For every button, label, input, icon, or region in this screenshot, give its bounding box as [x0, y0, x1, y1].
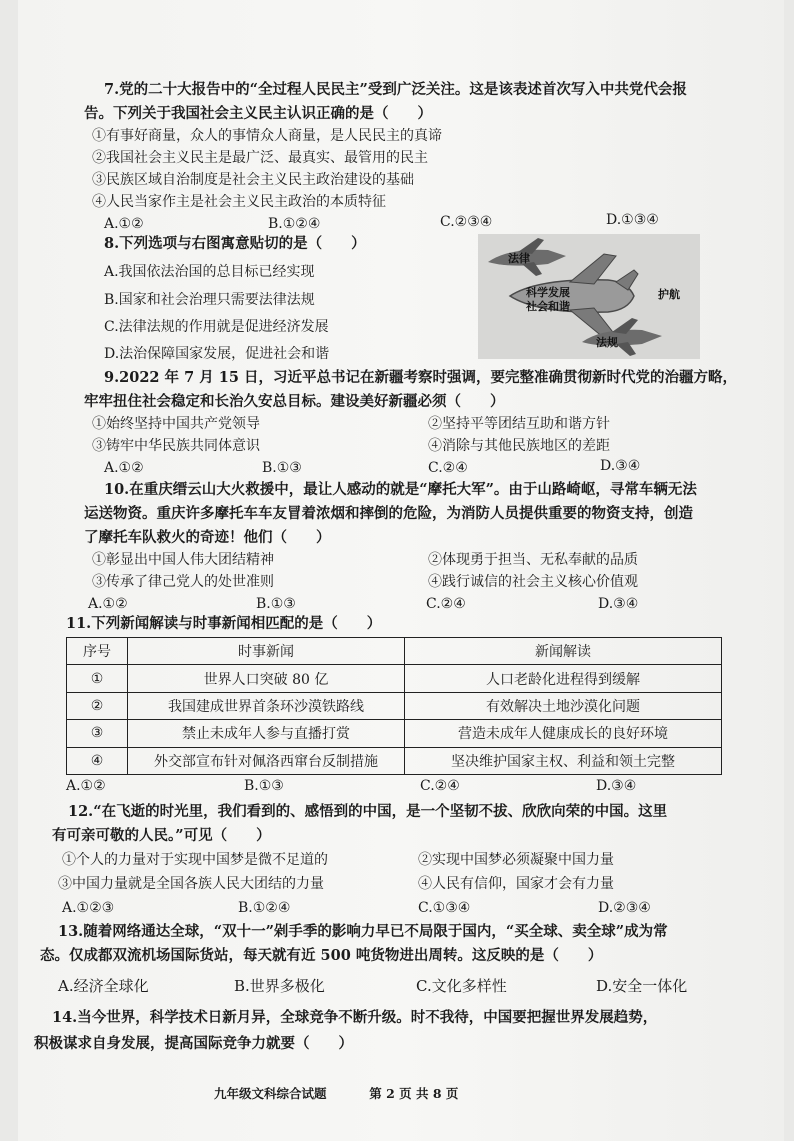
q7-item-4: ④人民当家作主是社会主义民主政治的本质特征 [92, 194, 386, 210]
table-cell: 禁止未成年人参与直播打赏 [128, 720, 405, 747]
table-header-cell: 新闻解读 [405, 638, 722, 665]
q10-option-d: D.③④ [598, 596, 639, 612]
q7-stem-line2: 告。下列关于我国社会主义民主认识正确的是（ ） [84, 105, 432, 122]
q11-option-c: C.②④ [420, 778, 460, 794]
q8-option-c: C.法律法规的作用就是促进经济发展 [104, 319, 329, 335]
q12-option-c: C.①③④ [418, 900, 471, 916]
q10-stem-line3: 了摩托车队救火的奇迹！他们（ ） [84, 529, 331, 546]
table-cell: 我国建成世界首条环沙漠铁路线 [128, 692, 405, 719]
table-row [67, 747, 722, 774]
q10-item-4: ④践行诚信的社会主义核心价值观 [428, 574, 638, 590]
table-cell: 坚决维护国家主权、利益和领土完整 [405, 747, 722, 774]
q9-item-3: ③铸牢中华民族共同体意识 [92, 438, 260, 454]
q9-item-4: ④消除与其他民族地区的差距 [428, 438, 610, 454]
table-cell: 有效解决土地沙漠化问题 [405, 692, 722, 719]
table-header-cell: 时事新闻 [128, 638, 405, 665]
escort-label: 护航 [658, 288, 680, 301]
q13-option-d: D.安全一体化 [596, 977, 688, 995]
q7-item-1: ①有事好商量，众人的事情众人商量，是人民民主的真谛 [92, 128, 442, 144]
q7-stem-line1: 7.党的二十大报告中的“全过程人民民主”受到广泛关注。这是该表述首次写入中共党代会报 [104, 81, 687, 98]
page-footer [214, 1084, 458, 1102]
table-cell: ④ [67, 747, 128, 774]
q9-option-a: A.①② [104, 460, 144, 476]
q10-item-3: ③传承了律己党人的处世准则 [92, 574, 274, 590]
q8-stem: 8.下列选项与右图寓意贴切的是（ ） [104, 235, 366, 252]
table-cell: ③ [67, 720, 128, 747]
q12-option-b: B.①②④ [238, 900, 291, 916]
q8-option-b: B.国家和社会治理只需要法律法规 [104, 292, 315, 308]
q12-item-4: ④人民有信仰，国家才会有力量 [418, 876, 614, 892]
table-cell: ② [67, 692, 128, 719]
q10-item-2: ②体现勇于担当、无私奉献的品质 [428, 552, 638, 568]
table-cell: 营造未成年人健康成长的良好环境 [405, 720, 722, 747]
q10-stem-line2: 运送物资。重庆许多摩托车车友冒着浓烟和摔倒的危险，为消防人员提供重要的物资支持，创造 [84, 505, 693, 522]
q10-item-1: ①彰显出中国人伟大团结精神 [92, 552, 274, 568]
table-header-row [67, 638, 722, 665]
q7-item-2: ②我国社会主义民主是最广泛、最真实、最管用的民主 [92, 150, 428, 166]
q11-option-a: A.①② [66, 778, 106, 794]
q10-stem-line1: 10.在重庆缙云山大火救援中，最让人感动的就是“摩托大军”。由于山路崎岖，寻常车辆无法 [104, 481, 697, 498]
q9-stem-line2: 牢牢扭住社会稳定和长治久安总目标。建设美好新疆必须（ ） [84, 393, 505, 410]
q7-item-3: ③民族区域自治制度是社会主义民主政治建设的基础 [92, 172, 414, 188]
q12-stem-line1: 12.“在飞逝的时光里，我们看到的、感悟到的中国，是一个坚韧不拔、欣欣向荣的中国。这里 [68, 803, 668, 820]
q13-option-b: B.世界多极化 [234, 977, 325, 995]
plane-label-2: 社会和谐 [526, 300, 570, 313]
q11-option-b: B.①③ [244, 778, 284, 794]
table-cell: 世界人口突破 80 亿 [128, 665, 405, 692]
q9-option-b: B.①③ [262, 460, 302, 476]
q12-item-3: ③中国力量就是全国各族人民大团结的力量 [58, 876, 324, 892]
footer-page-number: 第 2 页 共 8 页 [369, 1086, 459, 1101]
q13-option-a: A.经济全球化 [58, 977, 149, 995]
plane-label-1: 科学发展 [526, 286, 570, 299]
q12-item-1: ①个人的力量对于实现中国梦是微不足道的 [62, 852, 328, 868]
q7-option-c: C.②③④ [440, 214, 493, 230]
q9-item-2: ②坚持平等团结互助和谐方针 [428, 416, 610, 432]
table-cell: 人口老龄化进程得到缓解 [405, 665, 722, 692]
q12-item-2: ②实现中国梦必须凝聚中国力量 [418, 852, 614, 868]
q14-stem-line2: 积极谋求自身发展，提高国际竞争力就要（ ） [34, 1035, 353, 1052]
q11-news-table [66, 637, 722, 775]
q7-option-b: B.①②④ [268, 216, 321, 232]
q9-stem-line1: 9.2022 年 7 月 15 日，习近平总书记在新疆考察时强调，要完整准确贯彻新时代党的治疆方略， [104, 369, 737, 386]
q10-option-a: A.①② [88, 596, 128, 612]
q10-option-c: C.②④ [426, 596, 466, 612]
q8-option-a: A.我国依法治国的总目标已经实现 [104, 264, 315, 280]
q12-option-d: D.②③④ [598, 900, 651, 916]
q13-stem-line1: 13.随着网络通达全球，“双十一”剁手季的影响力早已不局限于国内，“买全球、卖全球”成为常 [58, 923, 668, 940]
q13-stem-line2: 态。仅成都双流机场国际货站，每天就有近 500 吨货物进出周转。这反映的是（ ） [40, 947, 603, 964]
jet-bottom-label: 法规 [596, 336, 618, 349]
q12-stem-line2: 有可亲可敬的人民。”可见（ ） [52, 827, 271, 844]
q13-option-c: C.文化多样性 [416, 977, 507, 995]
table-row [67, 665, 722, 692]
footer-title: 九年级文科综合试题 [214, 1086, 327, 1101]
q7-option-d: D.①③④ [606, 212, 659, 228]
q9-option-d: D.③④ [600, 458, 641, 474]
table-row [67, 692, 722, 719]
table-header-cell: 序号 [67, 638, 128, 665]
jet-top-label: 法律 [508, 252, 530, 265]
q7-option-a: A.①② [104, 216, 144, 232]
table-cell: 外交部宣布针对佩洛西窜台反制措施 [128, 747, 405, 774]
table-row [67, 720, 722, 747]
q8-option-d: D.法治保障国家发展，促进社会和谐 [104, 346, 330, 362]
q9-item-1: ①始终坚持中国共产党领导 [92, 416, 260, 432]
q11-option-d: D.③④ [596, 778, 637, 794]
q9-option-c: C.②④ [428, 460, 468, 476]
q10-option-b: B.①③ [256, 596, 296, 612]
q12-option-a: A.①②③ [62, 900, 115, 916]
table-cell: ① [67, 665, 128, 692]
q14-stem-line1: 14.当今世界，科学技术日新月异，全球竞争不断升级。时不我待，中国要把握世界发展趋势， [52, 1009, 658, 1026]
q11-stem: 11.下列新闻解读与时事新闻相匹配的是（ ） [66, 615, 382, 632]
q8-illustration [478, 234, 700, 359]
